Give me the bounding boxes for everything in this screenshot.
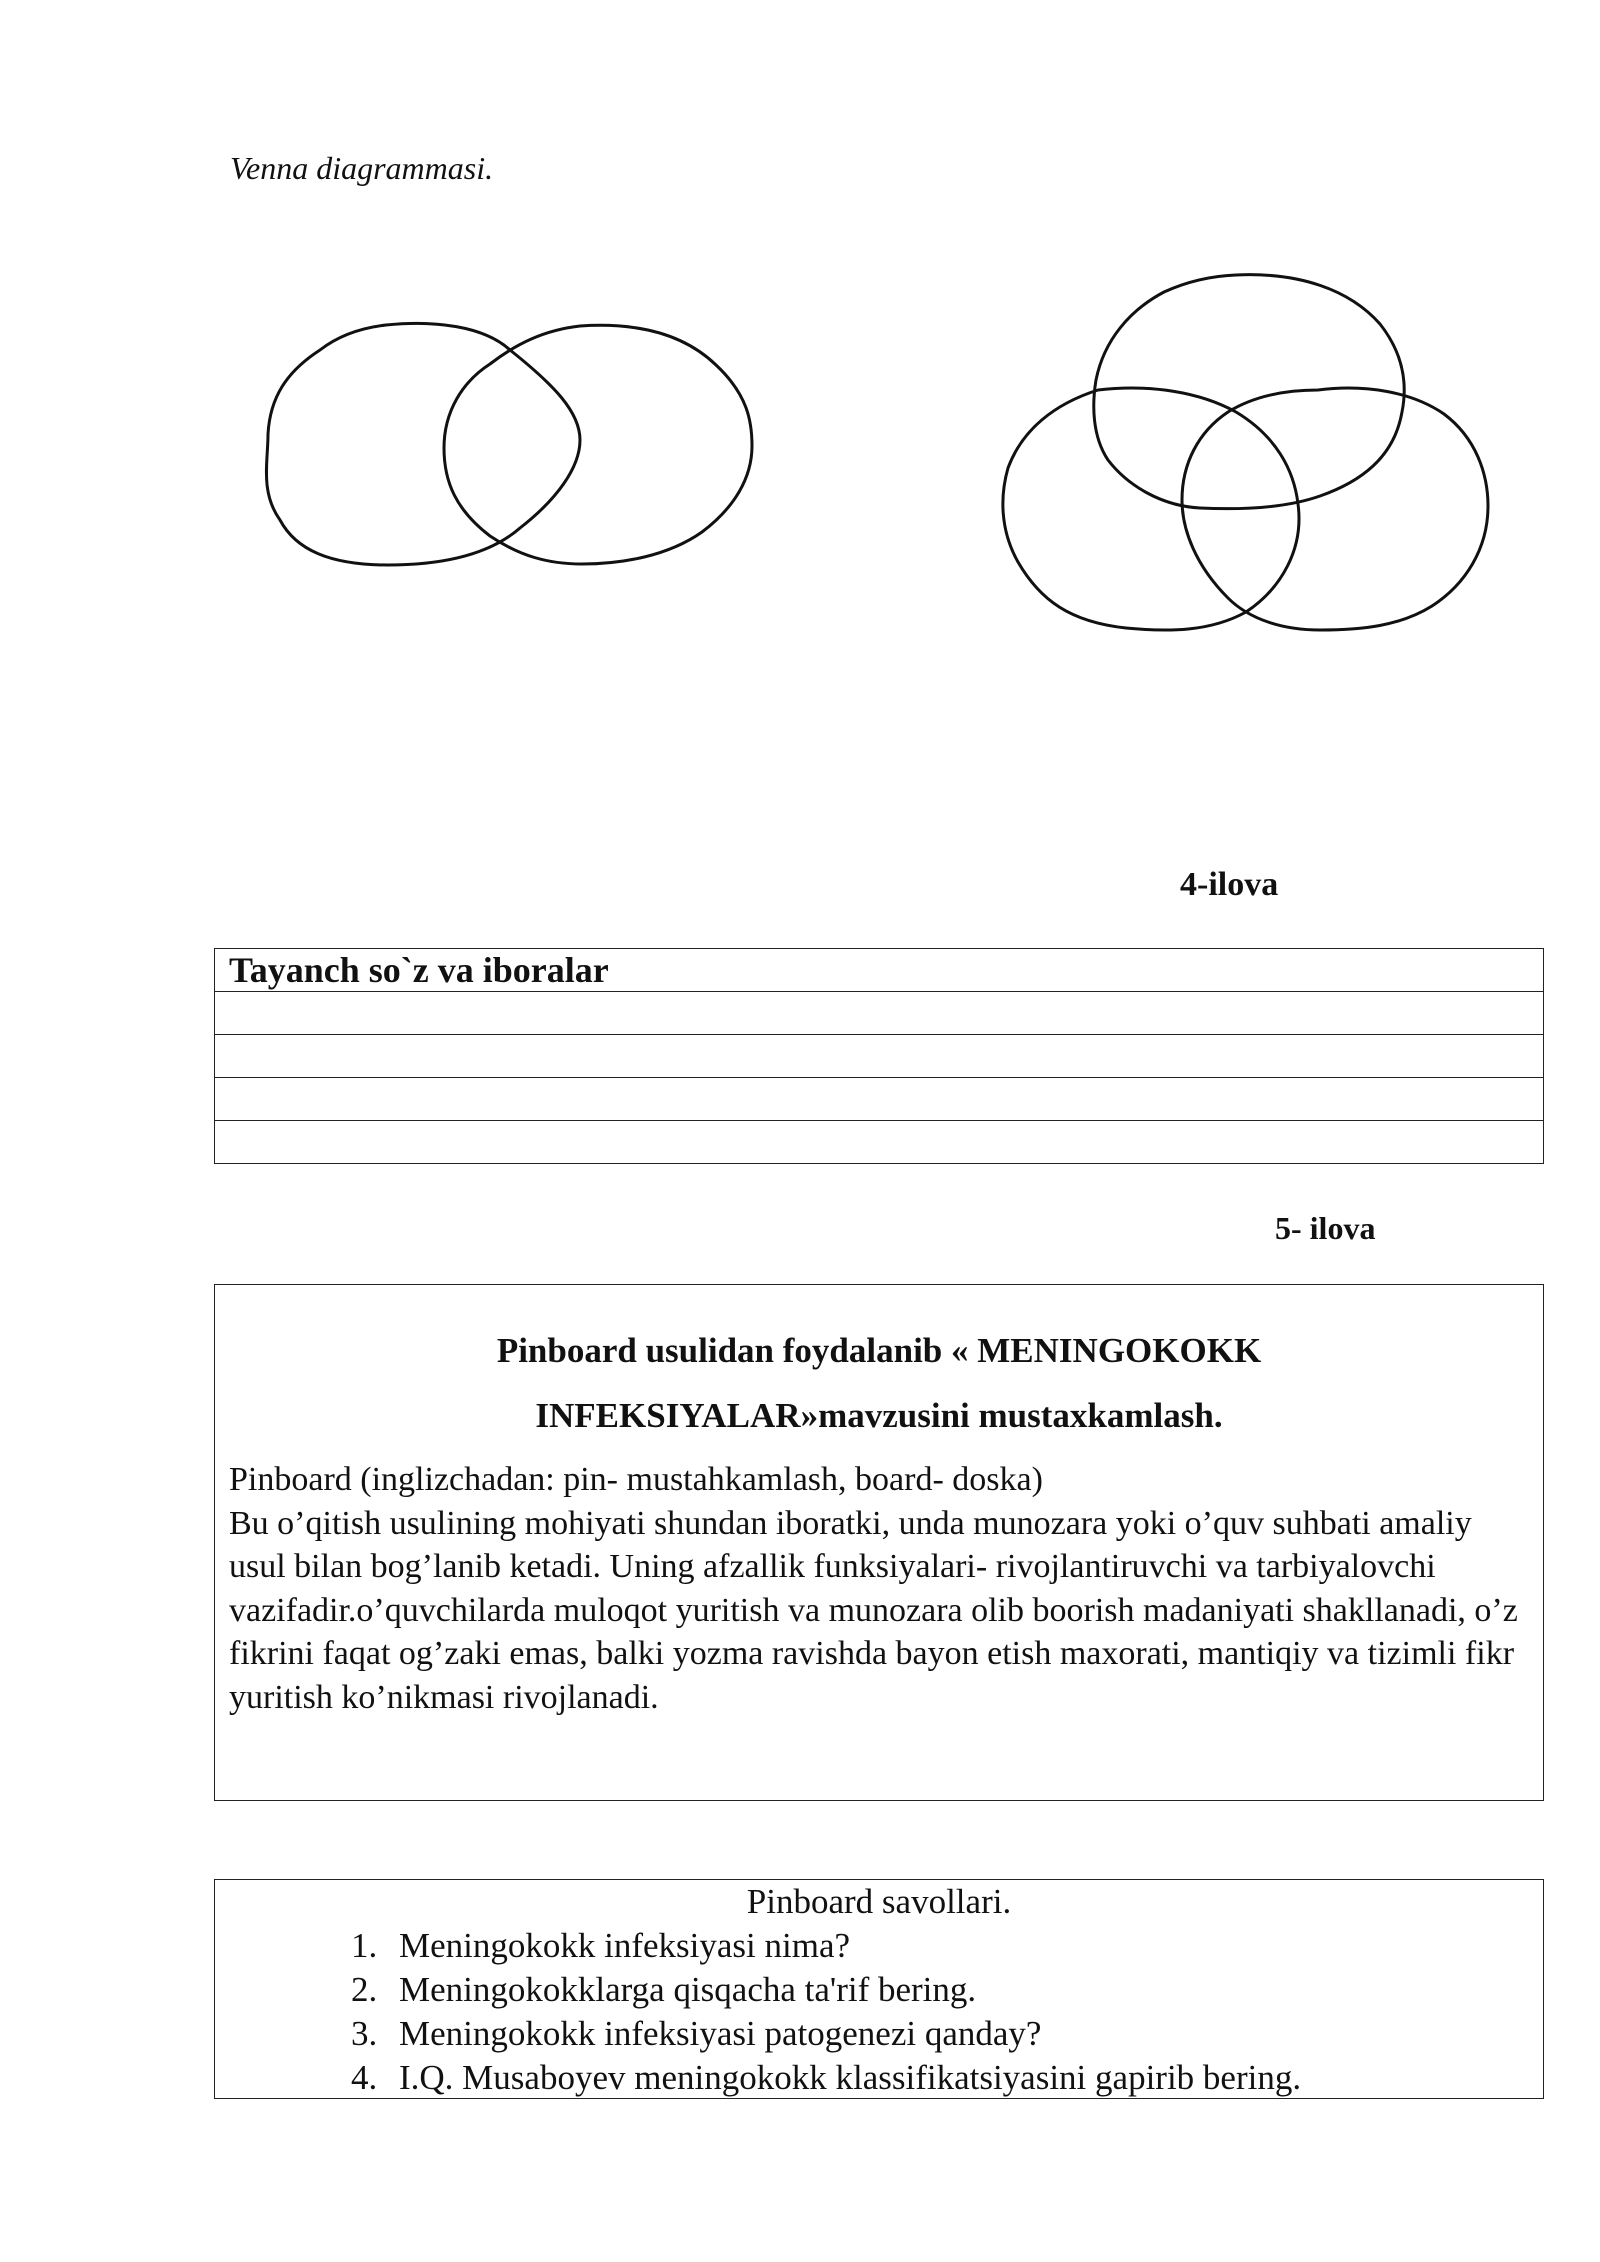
list-item bbox=[351, 2012, 1301, 2056]
question-number: 1. bbox=[351, 1926, 378, 1965]
table-row bbox=[215, 949, 1544, 992]
question-text: I.Q. Musaboyev meningokokk klassifikatsiyasini gapirib bering. bbox=[399, 2058, 1302, 2097]
appendix-5-label: 5- ilova bbox=[1275, 1210, 1376, 1246]
keywords-table-header: Tayanch so`z va iboralar bbox=[215, 949, 1544, 992]
table-row bbox=[215, 1121, 1544, 1164]
keywords-table bbox=[214, 948, 1544, 1164]
appendix-4-label: 4-ilova bbox=[1180, 866, 1279, 903]
list-item bbox=[351, 1968, 1301, 2012]
pinboard-description: Bu o’qitish usulining mohiyati shundan iboratki, unda munozara yoki o’quv suhbati amaliy usul bilan bog’lanib ketadi. Uning afzallik funksiyalari- rivojlantiruvchi va tarbiyalovchi vazifadir.o’quvchilarda muloqot yuritish va munozara olib boorish madaniyati shakllanadi, o’z fikrini faqat og’zaki emas, balki yozma ravishda bayon etish maxorati, mantiqiy va tizimli fikr yuritish ko’nikmasi rivojlanadi. bbox=[229, 1504, 1518, 1716]
question-number: 4. bbox=[351, 2058, 378, 2097]
table-row bbox=[215, 992, 1544, 1035]
venn-2-circle-left bbox=[266, 323, 580, 565]
venn-2-circle-right bbox=[444, 325, 752, 564]
questions-box bbox=[214, 1879, 1544, 2099]
table-cell bbox=[215, 1035, 1544, 1078]
venn-3-circle-top bbox=[1094, 275, 1404, 509]
pinboard-definition: Pinboard (inglizchadan: pin- mustahkamlash, board- doska) bbox=[229, 1461, 1043, 1498]
questions-title: Pinboard savollari. bbox=[746, 1882, 1012, 1921]
question-number: 3. bbox=[351, 2014, 378, 2053]
venn-diagrams bbox=[0, 0, 1600, 700]
pinboard-title-line-2: INFEKSIYALAR»mavzusini mustaxkamlash. bbox=[535, 1396, 1223, 1435]
table-cell bbox=[215, 992, 1544, 1035]
pinboard-body bbox=[229, 1458, 1529, 1719]
table-row bbox=[215, 1078, 1544, 1121]
table-cell bbox=[215, 1121, 1544, 1164]
question-text: Meningokokk infeksiyasi patogenezi qanday? bbox=[399, 2014, 1042, 2053]
list-item bbox=[351, 2056, 1301, 2100]
question-number: 2. bbox=[351, 1970, 378, 2009]
venn-caption: Venna diagrammasi. bbox=[230, 150, 494, 186]
list-item bbox=[351, 1924, 1301, 1968]
table-row bbox=[215, 1035, 1544, 1078]
pinboard-title-line-1: Pinboard usulidan foydalanib « MENINGOKOKK bbox=[496, 1331, 1262, 1370]
questions-list bbox=[215, 1924, 1301, 2100]
table-cell bbox=[215, 1078, 1544, 1121]
question-text: Meningokokk infeksiyasi nima? bbox=[399, 1926, 851, 1965]
pinboard-box bbox=[214, 1284, 1544, 1801]
question-text: Meningokokklarga qisqacha ta'rif bering. bbox=[399, 1970, 977, 2009]
